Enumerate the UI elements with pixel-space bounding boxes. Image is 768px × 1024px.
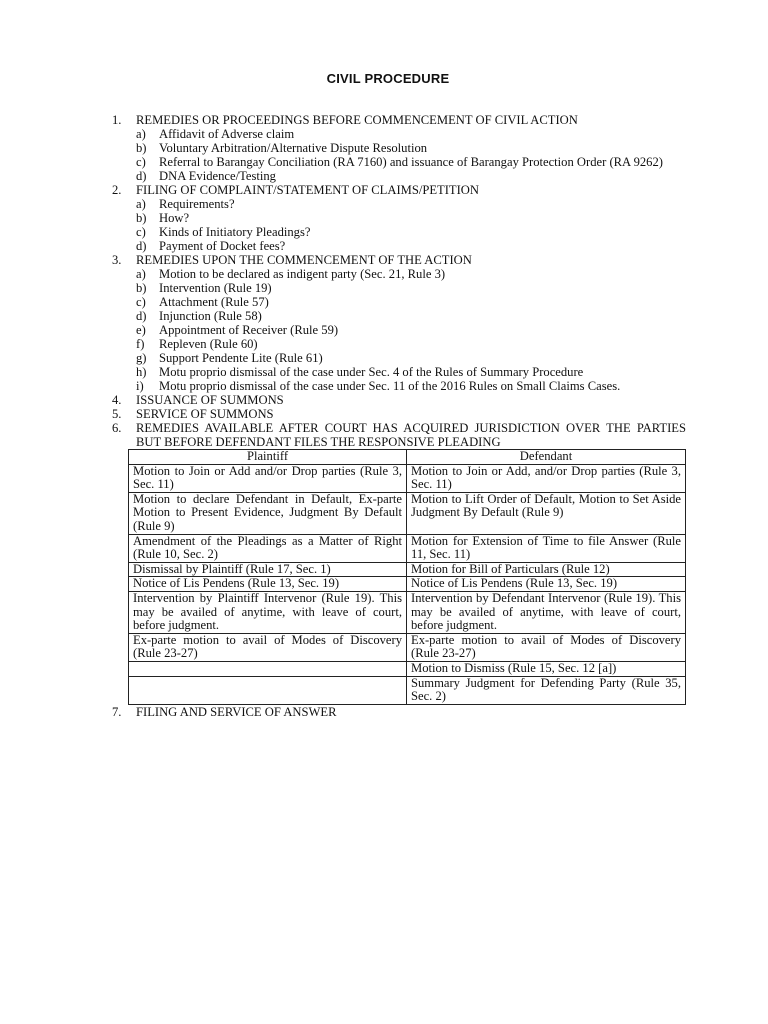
- item-letter: d): [136, 239, 147, 253]
- section-7: [112, 705, 686, 719]
- item-text: Repleven (Rule 60): [159, 337, 258, 351]
- table-row: [129, 464, 686, 492]
- section-title: REMEDIES AVAILABLE AFTER COURT HAS ACQUIRED JURISDICTION OVER THE PARTIES BUT BEFORE DEFENDANT FILES THE RESPONSIVE PLEADING: [136, 421, 686, 449]
- item-text: Appointment of Receiver (Rule 59): [159, 323, 339, 337]
- item-letter: b): [136, 211, 147, 225]
- item-letter: e): [136, 323, 146, 337]
- table-row: [129, 661, 686, 676]
- item-letter: f): [136, 337, 145, 351]
- table-row: [129, 676, 686, 704]
- table-header-row: [129, 450, 686, 465]
- list-item: [136, 267, 686, 281]
- table-row: [129, 534, 686, 562]
- list-item: [136, 141, 686, 155]
- item-letter: c): [136, 295, 146, 309]
- defendant-cell: Intervention by Defendant Intervenor (Rule 19). This may be availed of anytime, with leave of court, before judgment.: [407, 591, 686, 633]
- item-text: DNA Evidence/Testing: [159, 169, 276, 183]
- item-text: Voluntary Arbitration/Alternative Dispute Resolution: [159, 141, 428, 155]
- item-letter: b): [136, 141, 147, 155]
- list-item: [136, 281, 686, 295]
- section-title: REMEDIES UPON THE COMMENCEMENT OF THE ACTION: [136, 253, 472, 267]
- item-letter: g): [136, 351, 147, 365]
- section-title: SERVICE OF SUMMONS: [136, 407, 274, 421]
- item-text: Payment of Docket fees?: [159, 239, 286, 253]
- list-item: [136, 197, 686, 211]
- plaintiff-header: Plaintiff: [129, 450, 407, 465]
- list-item: [136, 365, 686, 379]
- table-row: [129, 492, 686, 534]
- item-letter: d): [136, 169, 147, 183]
- sub-list: [136, 197, 686, 253]
- item-text: Motu proprio dismissal of the case under Sec. 11 of the 2016 Rules on Small Claims Cases.: [159, 379, 621, 393]
- defendant-header: Defendant: [407, 450, 686, 465]
- section-title: FILING OF COMPLAINT/STATEMENT OF CLAIMS/PETITION: [136, 183, 479, 197]
- table-row: [129, 591, 686, 633]
- section-4: [112, 393, 686, 407]
- item-letter: c): [136, 225, 146, 239]
- plaintiff-cell: [129, 661, 407, 676]
- item-letter: a): [136, 127, 146, 141]
- item-letter: a): [136, 267, 146, 281]
- remedies-table: [128, 449, 686, 705]
- list-item: [136, 337, 686, 351]
- section-5: [112, 407, 686, 421]
- list-item: [136, 155, 686, 169]
- defendant-cell: Motion to Join or Add, and/or Drop parties (Rule 3, Sec. 11): [407, 464, 686, 492]
- section-number: 5.: [112, 407, 122, 421]
- section-3: [112, 253, 686, 393]
- item-text: Attachment (Rule 57): [159, 295, 269, 309]
- section-title: ISSUANCE OF SUMMONS: [136, 393, 284, 407]
- section-1: [112, 113, 686, 183]
- page-title: CIVIL PROCEDURE: [326, 71, 450, 86]
- list-item: [136, 239, 686, 253]
- item-text: Referral to Barangay Conciliation (RA 7160) and issuance of Barangay Protection Order (RA 9262): [159, 155, 663, 169]
- section-number: 1.: [112, 113, 122, 127]
- item-text: Motu proprio dismissal of the case under Sec. 4 of the Rules of Summary Procedure: [159, 365, 584, 379]
- sub-list: [136, 127, 686, 183]
- list-item: [136, 351, 686, 365]
- table-row: [129, 562, 686, 577]
- section-2: [112, 183, 686, 253]
- section-number: 7.: [112, 704, 122, 719]
- section-number: 2.: [112, 183, 122, 197]
- item-text: Intervention (Rule 19): [159, 281, 272, 295]
- table-row: [129, 577, 686, 592]
- item-text: Support Pendente Lite (Rule 61): [159, 351, 323, 365]
- section-number: 3.: [112, 253, 122, 267]
- plaintiff-cell: Intervention by Plaintiff Intervenor (Rule 19). This may be availed of anytime, with leave of court, before judgment.: [129, 591, 407, 633]
- plaintiff-cell: Motion to declare Defendant in Default, Ex-parte Motion to Present Evidence, Judgment By Default (Rule 9): [129, 492, 407, 534]
- item-text: Affidavit of Adverse claim: [159, 127, 295, 141]
- item-text: How?: [159, 211, 190, 225]
- item-letter: c): [136, 155, 146, 169]
- plaintiff-cell: [129, 676, 407, 704]
- item-letter: i): [136, 379, 144, 393]
- item-text: Kinds of Initiatory Pleadings?: [159, 225, 311, 239]
- item-letter: a): [136, 197, 146, 211]
- defendant-cell: Notice of Lis Pendens (Rule 13, Sec. 19): [407, 577, 686, 592]
- list-item: [136, 295, 686, 309]
- section-number: 6.: [112, 421, 122, 435]
- defendant-cell: Motion for Extension of Time to file Answer (Rule 11, Sec. 11): [407, 534, 686, 562]
- list-item: [136, 169, 686, 183]
- list-item: [136, 379, 686, 393]
- section-number: 4.: [112, 393, 122, 407]
- section-6: [112, 421, 686, 449]
- defendant-cell: Motion for Bill of Particulars (Rule 12): [407, 562, 686, 577]
- defendant-cell: Motion to Dismiss (Rule 15, Sec. 12 [a]): [407, 661, 686, 676]
- list-item: [136, 309, 686, 323]
- table-row: [129, 633, 686, 661]
- plaintiff-cell: Notice of Lis Pendens (Rule 13, Sec. 19): [129, 577, 407, 592]
- sub-list: [136, 267, 686, 393]
- item-text: Motion to be declared as indigent party (Sec. 21, Rule 3): [159, 267, 446, 281]
- defendant-cell: Ex-parte motion to avail of Modes of Discovery (Rule 23-27): [407, 633, 686, 661]
- plaintiff-cell: Amendment of the Pleadings as a Matter of Right (Rule 10, Sec. 2): [129, 534, 407, 562]
- list-item: [136, 127, 686, 141]
- item-letter: d): [136, 309, 147, 323]
- defendant-cell: Summary Judgment for Defending Party (Rule 35, Sec. 2): [407, 676, 686, 704]
- outline: [112, 113, 686, 719]
- plaintiff-cell: Motion to Join or Add and/or Drop parties (Rule 3, Sec. 11): [129, 464, 407, 492]
- defendant-cell: Motion to Lift Order of Default, Motion to Set Aside Judgment By Default (Rule 9): [407, 492, 686, 534]
- list-item: [136, 323, 686, 337]
- section-title: FILING AND SERVICE OF ANSWER: [136, 704, 337, 719]
- item-letter: b): [136, 281, 147, 295]
- section-title: REMEDIES OR PROCEEDINGS BEFORE COMMENCEMENT OF CIVIL ACTION: [136, 113, 578, 127]
- list-item: [136, 211, 686, 225]
- plaintiff-cell: Dismissal by Plaintiff (Rule 17, Sec. 1): [129, 562, 407, 577]
- list-item: [136, 225, 686, 239]
- item-text: Requirements?: [159, 197, 235, 211]
- item-text: Injunction (Rule 58): [159, 309, 262, 323]
- plaintiff-cell: Ex-parte motion to avail of Modes of Discovery (Rule 23-27): [129, 633, 407, 661]
- item-letter: h): [136, 365, 147, 379]
